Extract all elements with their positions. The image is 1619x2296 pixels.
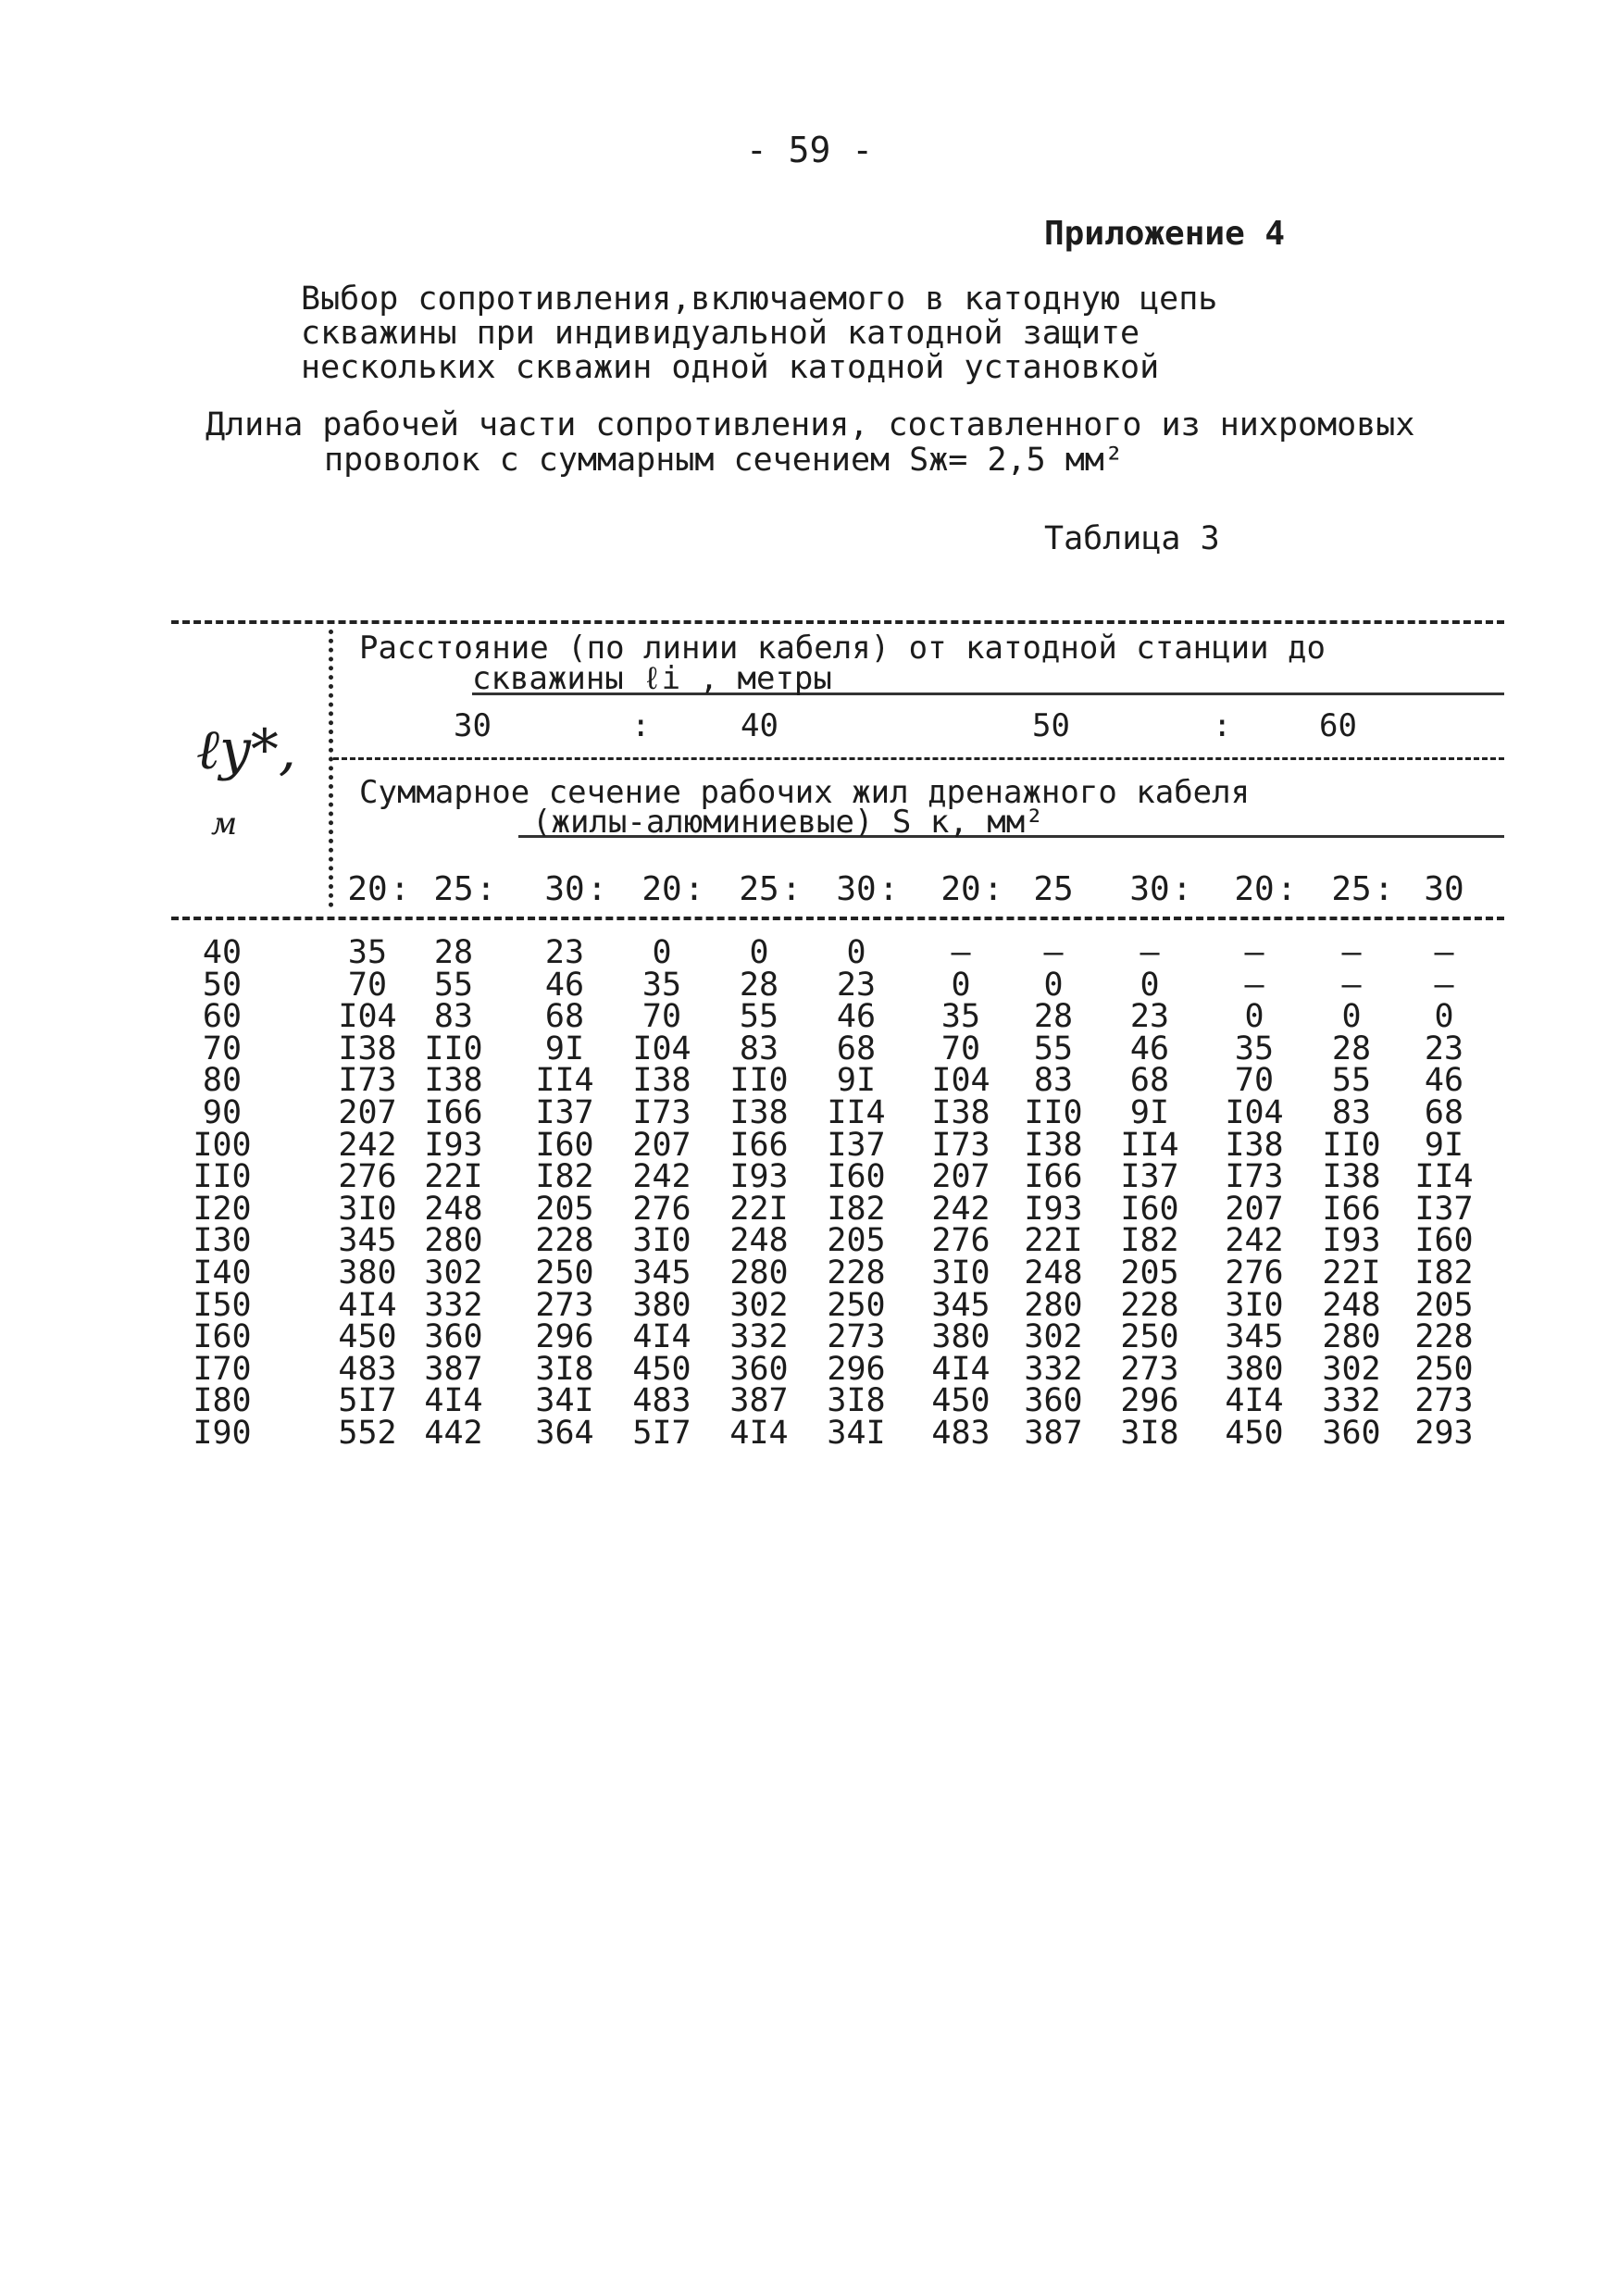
table-cell: 68: [1129, 1062, 1170, 1100]
distance-rule: [333, 757, 1504, 760]
cross-section-header: 20: [1234, 870, 1275, 908]
table-cell: 28: [1331, 1029, 1372, 1067]
table-cell: 296: [535, 1318, 594, 1356]
table-cell: 55: [1033, 1029, 1074, 1067]
heading-line: нескольких скважин одной катодной установкой: [301, 349, 1160, 386]
table-cell: 205: [1414, 1286, 1474, 1324]
table-cell: 345: [632, 1254, 691, 1292]
table-cell: 205: [535, 1190, 594, 1228]
table-cell: 3I8: [535, 1350, 594, 1388]
table-cell: 3I0: [632, 1222, 691, 1260]
table-cell: 22I: [424, 1158, 483, 1196]
table-cell: 273: [827, 1318, 886, 1356]
table-cell: I60: [535, 1126, 594, 1164]
table-cell: 4I4: [1225, 1382, 1284, 1420]
distance-value: 60: [1319, 707, 1357, 744]
table-cell: I93: [729, 1158, 789, 1196]
table-cell: 207: [632, 1126, 691, 1164]
column-separator: :: [781, 870, 802, 908]
table-cell: I60: [1120, 1190, 1179, 1228]
table-cell: 228: [1120, 1286, 1179, 1324]
table-cell: 387: [1024, 1415, 1083, 1452]
table-cell: 68: [836, 1029, 877, 1067]
table-cell: 22I: [1322, 1254, 1381, 1292]
table-cell: 46: [836, 998, 877, 1036]
table-cell: 552: [338, 1415, 397, 1452]
column-separator: :: [878, 870, 899, 908]
table-cell: 360: [1024, 1382, 1083, 1420]
table-cell: 0: [1341, 998, 1362, 1036]
page-number: - 59 -: [745, 130, 874, 170]
table-cell: 4I4: [729, 1415, 789, 1452]
table-cell: –: [1341, 966, 1362, 1004]
table-cell: 360: [424, 1318, 483, 1356]
heading-line: скважины при индивидуальной катодной защите: [301, 315, 1140, 352]
distance-value: 30: [454, 707, 492, 744]
table-cell: 296: [1120, 1382, 1179, 1420]
table-cell: 380: [1225, 1350, 1284, 1388]
table-cell: 332: [1322, 1382, 1381, 1420]
table-cell: I93: [1024, 1190, 1083, 1228]
table-cell: I93: [424, 1126, 483, 1164]
table-cell: I60: [827, 1158, 886, 1196]
table-cell: 273: [1414, 1382, 1474, 1420]
table-cell: 345: [338, 1222, 397, 1260]
table-cell: 68: [1424, 1094, 1464, 1131]
distance-header-line2: скважины ℓi , метры: [472, 660, 832, 697]
table-cell: 250: [1120, 1318, 1179, 1356]
table-cell: I04: [338, 998, 397, 1036]
table-cell: 250: [827, 1286, 886, 1324]
row-label: 80: [202, 1062, 243, 1100]
table-cell: II4: [827, 1094, 886, 1131]
table-cell: 250: [1414, 1350, 1474, 1388]
subtitle-line: проволок с суммарным сечением Sж= 2,5 мм²: [324, 442, 1124, 479]
column-separator: :: [390, 870, 410, 908]
table-subtitle: [205, 407, 1414, 478]
table-cell: 4I4: [338, 1286, 397, 1324]
column-separator: :: [1277, 870, 1297, 908]
table-cell: 70: [940, 1029, 981, 1067]
table-cell: 483: [632, 1382, 691, 1420]
row-label: I50: [193, 1286, 252, 1324]
table-cell: 5I7: [632, 1415, 691, 1452]
table-cell: 228: [827, 1254, 886, 1292]
table-cell: –: [1341, 934, 1362, 971]
table-cell: 0: [1043, 966, 1064, 1004]
table-cell: I73: [338, 1062, 397, 1100]
table-cell: 248: [1024, 1254, 1083, 1292]
section-header-line2: (жилы-алюминиевые) S к, мм²: [532, 804, 1044, 841]
section-header-line1: Суммарное сечение рабочих жил дренажного кабеля: [359, 774, 1251, 811]
column-separator: :: [1172, 870, 1192, 908]
cross-section-header: 25: [739, 870, 779, 908]
table-cell: I66: [1322, 1190, 1381, 1228]
table-cell: 380: [632, 1286, 691, 1324]
cross-section-header: 30: [1424, 870, 1464, 908]
table-cell: –: [1043, 934, 1064, 971]
table-cell: 228: [535, 1222, 594, 1260]
table-cell: 70: [641, 998, 682, 1036]
table-cell: 70: [1234, 1062, 1275, 1100]
row-label: I70: [193, 1350, 252, 1388]
table-cell: 35: [1234, 1029, 1275, 1067]
row-label: 70: [202, 1029, 243, 1067]
table-cell: II4: [1414, 1158, 1474, 1196]
distance-value: 50: [1032, 707, 1070, 744]
table-cell: 276: [338, 1158, 397, 1196]
table-cell: 23: [1129, 998, 1170, 1036]
table-cell: 0: [1244, 998, 1264, 1036]
cross-section-header: 30: [544, 870, 585, 908]
table-cell: I37: [1414, 1190, 1474, 1228]
table-label: Таблица 3: [1044, 520, 1220, 557]
table-cell: I60: [1414, 1222, 1474, 1260]
table-cell: 450: [632, 1350, 691, 1388]
table-cell: I38: [931, 1094, 990, 1131]
row-label: I30: [193, 1222, 252, 1260]
row-label: 40: [202, 934, 243, 971]
table-cell: 302: [1322, 1350, 1381, 1388]
column-separator: :: [983, 870, 1003, 908]
table-cell: 273: [535, 1286, 594, 1324]
table-cell: 332: [1024, 1350, 1083, 1388]
table-cell: I38: [729, 1094, 789, 1131]
table-cell: I04: [1225, 1094, 1284, 1131]
table-cell: 28: [433, 934, 474, 971]
table-cell: 83: [1033, 1062, 1074, 1100]
table-cell: 380: [338, 1254, 397, 1292]
document-heading: [301, 282, 1217, 385]
table-cell: 55: [1331, 1062, 1372, 1100]
table-cell: 242: [338, 1126, 397, 1164]
table-top-rule: [171, 620, 1504, 624]
heading-line: Выбор сопротивления,включаемого в катодную цепь: [301, 281, 1218, 318]
table-cell: 0: [652, 934, 672, 971]
table-cell: 0: [951, 966, 971, 1004]
table-cell: 22I: [1024, 1222, 1083, 1260]
table-cell: II4: [1120, 1126, 1179, 1164]
table-cell: I37: [827, 1126, 886, 1164]
table-cell: I04: [931, 1062, 990, 1100]
table-cell: 360: [729, 1350, 789, 1388]
table-cell: 345: [931, 1286, 990, 1324]
cross-section-header: 20: [347, 870, 388, 908]
table-cell: I04: [632, 1029, 691, 1067]
table-cell: 364: [535, 1415, 594, 1452]
table-cell: 302: [424, 1254, 483, 1292]
table-cell: 242: [931, 1190, 990, 1228]
table-cell: 3I0: [931, 1254, 990, 1292]
table-cell: I82: [1120, 1222, 1179, 1260]
cross-section-header: 25: [433, 870, 474, 908]
table-cell: 83: [739, 1029, 779, 1067]
table-cell: 345: [1225, 1318, 1284, 1356]
table-cell: 387: [729, 1382, 789, 1420]
table-cell: 9I: [544, 1029, 585, 1067]
table-cell: I66: [424, 1094, 483, 1131]
table-cell: 83: [433, 998, 474, 1036]
table-cell: 9I: [1129, 1094, 1170, 1131]
distance-header-line1: Расстояние (по линии кабеля) от катодной станции до: [359, 630, 1326, 667]
table-cell: I66: [729, 1126, 789, 1164]
table-cell: I38: [1024, 1126, 1083, 1164]
table-cell: I38: [1322, 1158, 1381, 1196]
table-cell: II0: [1322, 1126, 1381, 1164]
table-cell: 34I: [535, 1382, 594, 1420]
table-cell: 450: [338, 1318, 397, 1356]
table-cell: –: [1244, 966, 1264, 1004]
table-cell: 248: [729, 1222, 789, 1260]
table-cell: 35: [641, 966, 682, 1004]
table-cell: I73: [931, 1126, 990, 1164]
table-cell: 280: [1322, 1318, 1381, 1356]
table-cell: 207: [1225, 1190, 1284, 1228]
table-cell: 248: [1322, 1286, 1381, 1324]
table-cell: I38: [424, 1062, 483, 1100]
table-cell: 23: [1424, 1029, 1464, 1067]
table-cell: 46: [544, 966, 585, 1004]
table-cell: I82: [1414, 1254, 1474, 1292]
table-cell: 55: [433, 966, 474, 1004]
table-cell: 3I8: [827, 1382, 886, 1420]
table-cell: 483: [931, 1415, 990, 1452]
table-cell: I82: [827, 1190, 886, 1228]
table-cell: I37: [535, 1094, 594, 1131]
table-cell: 4I4: [424, 1382, 483, 1420]
table-cell: 296: [827, 1350, 886, 1388]
table-cell: 9I: [1424, 1126, 1464, 1164]
column-separator: :: [684, 870, 704, 908]
table-cell: 3I0: [338, 1190, 397, 1228]
row-label: I20: [193, 1190, 252, 1228]
table-cell: I66: [1024, 1158, 1083, 1196]
table-cell: –: [1244, 934, 1264, 971]
row-label: I80: [193, 1382, 252, 1420]
row-header-unit: м: [211, 805, 238, 842]
column-separator: :: [587, 870, 607, 908]
table-cell: 23: [836, 966, 877, 1004]
table-cell: II0: [1024, 1094, 1083, 1131]
table-cell: 276: [632, 1190, 691, 1228]
table-cell: 360: [1322, 1415, 1381, 1452]
table-cell: 35: [940, 998, 981, 1036]
table-cell: 207: [338, 1094, 397, 1131]
cross-section-header: 25: [1033, 870, 1074, 908]
table-cell: 207: [931, 1158, 990, 1196]
table-cell: –: [951, 934, 971, 971]
table-cell: 280: [424, 1222, 483, 1260]
table-cell: I37: [1120, 1158, 1179, 1196]
table-cell: 293: [1414, 1415, 1474, 1452]
table-cell: I38: [632, 1062, 691, 1100]
table-cell: 46: [1129, 1029, 1170, 1067]
distance-separator: :: [631, 707, 651, 744]
row-label: I40: [193, 1254, 252, 1292]
table-cell: 3I0: [1225, 1286, 1284, 1324]
table-cell: –: [1434, 966, 1454, 1004]
table-cell: 205: [1120, 1254, 1179, 1292]
table-cell: 387: [424, 1350, 483, 1388]
table-cell: 276: [931, 1222, 990, 1260]
table-cell: II0: [729, 1062, 789, 1100]
table-cell: 28: [739, 966, 779, 1004]
table-cell: I73: [632, 1094, 691, 1131]
cross-section-header: 20: [940, 870, 981, 908]
table-cell: 22I: [729, 1190, 789, 1228]
row-label: I90: [193, 1415, 252, 1452]
table-cell: 380: [931, 1318, 990, 1356]
table-cell: 332: [424, 1286, 483, 1324]
table-cell: 302: [1024, 1318, 1083, 1356]
cross-section-header: 20: [641, 870, 682, 908]
table-cell: 0: [1140, 966, 1160, 1004]
row-label: I60: [193, 1318, 252, 1356]
table-cell: 0: [749, 934, 769, 971]
table-cell: 276: [1225, 1254, 1284, 1292]
table-cell: 9I: [836, 1062, 877, 1100]
table-cell: 70: [347, 966, 388, 1004]
column-separator: :: [1374, 870, 1394, 908]
table-cell: 55: [739, 998, 779, 1036]
row-label: 50: [202, 966, 243, 1004]
table-cell: 483: [338, 1350, 397, 1388]
table-cell: 450: [931, 1382, 990, 1420]
table-cell: 46: [1424, 1062, 1464, 1100]
row-label: I00: [193, 1126, 252, 1164]
table-cell: –: [1434, 934, 1454, 971]
table-cell: 28: [1033, 998, 1074, 1036]
column-separator: :: [476, 870, 496, 908]
table-cell: 23: [544, 934, 585, 971]
row-label: 60: [202, 998, 243, 1036]
table-cell: 250: [535, 1254, 594, 1292]
cross-section-header: 30: [836, 870, 877, 908]
table-cell: 242: [1225, 1222, 1284, 1260]
table-cell: 205: [827, 1222, 886, 1260]
appendix-label: Приложение 4: [1044, 215, 1286, 253]
table-cell: I73: [1225, 1158, 1284, 1196]
table-cell: 280: [1024, 1286, 1083, 1324]
table-cell: 3I8: [1120, 1415, 1179, 1452]
table-cell: 228: [1414, 1318, 1474, 1356]
row-header-symbol: ℓy*,: [196, 718, 296, 782]
table-cell: –: [1140, 934, 1160, 971]
table-cell: 302: [729, 1286, 789, 1324]
table-cell: 83: [1331, 1094, 1372, 1131]
table-column-divider: [329, 630, 333, 907]
table-cell: 4I4: [931, 1350, 990, 1388]
table-cell: 242: [632, 1158, 691, 1196]
table-cell: 280: [729, 1254, 789, 1292]
subtitle-line: Длина рабочей части сопротивления, составленного из нихромовых: [205, 406, 1415, 443]
table-cell: II0: [424, 1029, 483, 1067]
table-cell: I38: [1225, 1126, 1284, 1164]
table-cell: 248: [424, 1190, 483, 1228]
cross-section-header: 30: [1129, 870, 1170, 908]
row-label: 90: [202, 1094, 243, 1131]
table-cell: 68: [544, 998, 585, 1036]
table-header-bottom-rule: [171, 917, 1504, 920]
distance-value: 40: [741, 707, 778, 744]
row-label: II0: [193, 1158, 252, 1196]
cross-section-header: 25: [1331, 870, 1372, 908]
distance-separator: :: [1213, 707, 1232, 744]
table-cell: 0: [846, 934, 866, 971]
table-cell: 442: [424, 1415, 483, 1452]
table-cell: II4: [535, 1062, 594, 1100]
table-cell: 5I7: [338, 1382, 397, 1420]
table-cell: 34I: [827, 1415, 886, 1452]
table-cell: 450: [1225, 1415, 1284, 1452]
table-cell: 332: [729, 1318, 789, 1356]
table-cell: I82: [535, 1158, 594, 1196]
table-cell: 35: [347, 934, 388, 971]
table-cell: I38: [338, 1029, 397, 1067]
table-cell: I93: [1322, 1222, 1381, 1260]
table-cell: 4I4: [632, 1318, 691, 1356]
table-cell: 273: [1120, 1350, 1179, 1388]
table-cell: 0: [1434, 998, 1454, 1036]
